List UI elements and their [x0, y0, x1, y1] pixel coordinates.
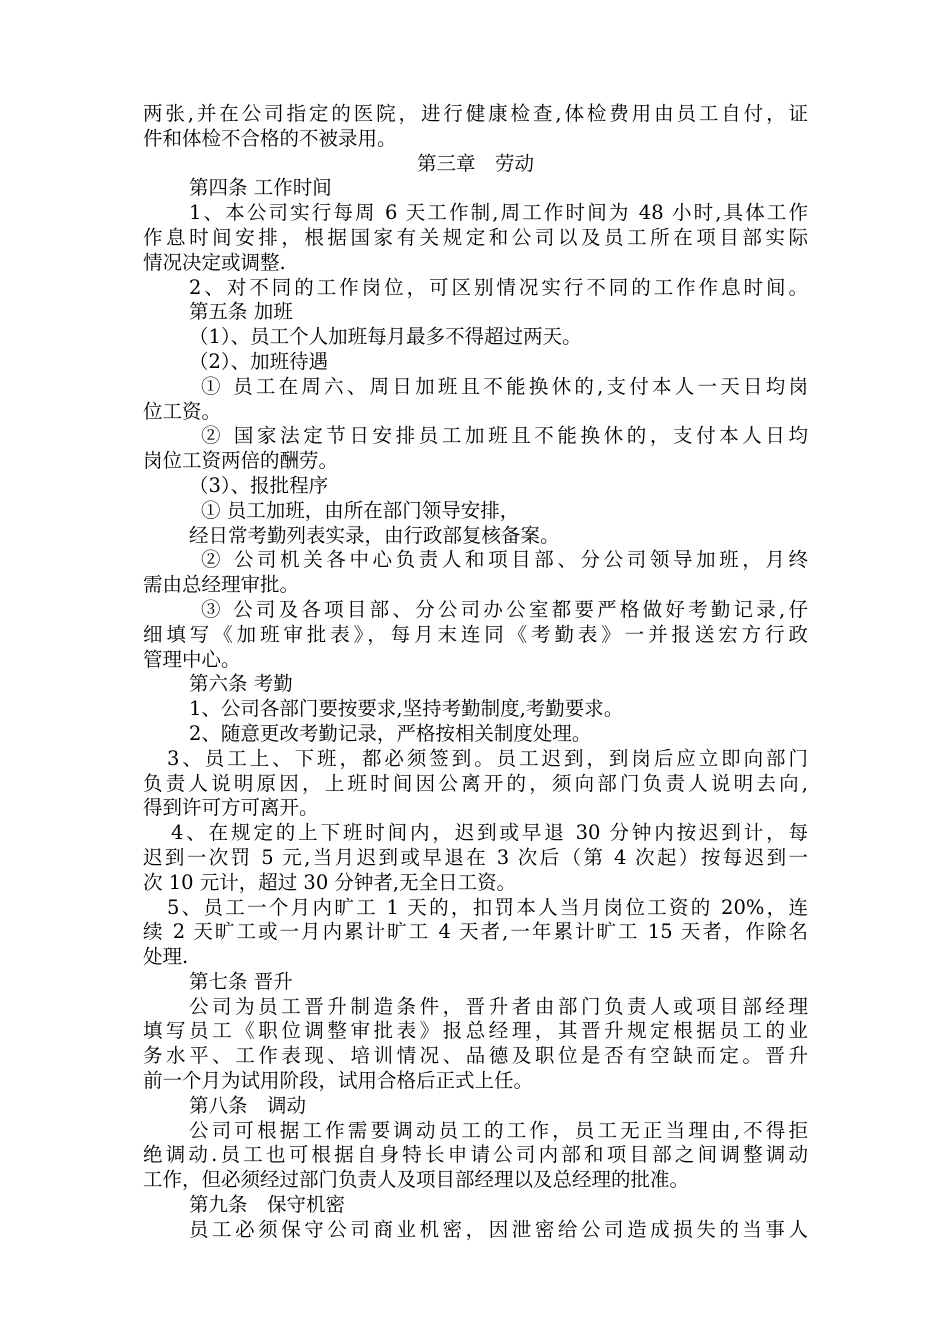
text-line: 2、随意更改考勤记录，严格按相关制度处理。 — [189, 721, 592, 745]
text-line: 续 2 天旷工或一月内累计旷工 4 天者,一年累计旷工 15 天者，作除名 — [143, 920, 808, 944]
text-line: 1、公司各部门要按要求,坚持考勤制度,考勤要求。 — [189, 697, 624, 721]
text-line: 两张,并在公司指定的医院，进行健康检查,体检费用由员工自付，证 — [143, 102, 808, 125]
text-line: 情况决定或调整. — [143, 250, 286, 274]
text-line: （2）、加班待遇 — [189, 349, 329, 373]
text-line: 员工必须保守公司商业机密，因泄密给公司造成损失的当事人 — [189, 1217, 808, 1241]
text-line: 公司可根据工作需要调动员工的工作，员工无正当理由,不得拒 — [189, 1118, 808, 1142]
text-line: ② 公司机关各中心负责人和项目部、分公司领导加班，月终 — [201, 548, 808, 572]
text-line: 1、本公司实行每周 6 天工作制,周工作时间为 48 小时,具体工作 — [189, 201, 808, 225]
text-line: 2、对不同的工作岗位，可区别情况实行不同的工作作息时间。 — [189, 275, 808, 299]
text-line: 岗位工资两倍的酬劳。 — [143, 449, 339, 473]
text-line: ① 员工在周六、周日加班且不能换休的,支付本人一天日均岗 — [201, 374, 808, 398]
text-line: 第九条 保守机密 — [189, 1193, 346, 1217]
document-body — [143, 102, 808, 1243]
text-line: 第三章 劳动 — [416, 151, 534, 175]
text-line: 绝调动.员工也可根据自身特长申请公司内部和项目部之间调整调动 — [143, 1143, 808, 1167]
text-line: 5、员工一个月内旷工 1 天的，扣罚本人当月岗位工资的 20%，连 — [167, 895, 808, 919]
text-line: 第八条 调动 — [189, 1093, 307, 1117]
text-line: 第四条 工作时间 — [189, 176, 332, 200]
text-line: 负责人说明原因，上班时间因公离开的，须向部门负责人说明去向, — [143, 771, 808, 795]
text-line: 次 10 元计，超过 30 分钟者,无全日工资。 — [143, 870, 517, 894]
text-line: （3）、报批程序 — [189, 473, 329, 497]
text-line: 位工资。 — [143, 399, 222, 423]
text-line: 前一个月为试用阶段，试用合格后正式上任。 — [143, 1069, 534, 1093]
text-line: 得到许可方可离开。 — [143, 796, 319, 820]
text-line: 3、员工上、下班，都必须签到。员工迟到，到岗后应立即向部门 — [167, 746, 808, 770]
text-line: 管理中心。 — [143, 647, 241, 671]
text-line: 填写员工《职位调整审批表》报总经理，其晋升规定根据员工的业 — [143, 1019, 808, 1043]
text-line: ① 员工加班，由所在部门领导安排， — [201, 498, 520, 522]
text-line: 公司为员工晋升制造条件，晋升者由部门负责人或项目部经理 — [189, 994, 808, 1018]
text-line: 第七条 晋升 — [189, 969, 293, 993]
text-line: 4、在规定的上下班时间内，迟到或早退 30 分钟内按迟到计，每 — [171, 821, 808, 845]
text-line: 务水平、工作表现、培训情况、品德及职位是否有空缺而定。晋升 — [143, 1044, 808, 1068]
text-line: 件和体检不合格的不被录用。 — [143, 126, 397, 150]
text-line: 处理. — [143, 945, 189, 969]
text-line: 第六条 考勤 — [189, 672, 293, 696]
text-line: 第五条 加班 — [189, 300, 293, 324]
text-line: ③ 公司及各项目部、分公司办公室都要严格做好考勤记录,仔 — [201, 597, 808, 621]
text-line: 工作，但必须经过部门负责人及项目部经理以及总经理的批准。 — [143, 1168, 690, 1192]
text-line: 迟到一次罚 5 元,当月迟到或早退在 3 次后（第 4 次起）按每迟到一 — [143, 845, 808, 869]
text-line: 经日常考勤列表实录，由行政部复核备案。 — [189, 523, 560, 547]
text-line: 细填写《加班审批表》，每月末连同《考勤表》一并报送宏方行政 — [143, 622, 808, 646]
text-line: 需由总经理审批。 — [143, 573, 300, 597]
text-line: （1）、员工个人加班每月最多不得超过两天。 — [189, 325, 582, 349]
text-line: 作息时间安排，根据国家有关规定和公司以及员工所在项目部实际 — [143, 225, 808, 249]
text-line: ② 国家法定节日安排员工加班且不能换休的，支付本人日均 — [201, 424, 808, 448]
